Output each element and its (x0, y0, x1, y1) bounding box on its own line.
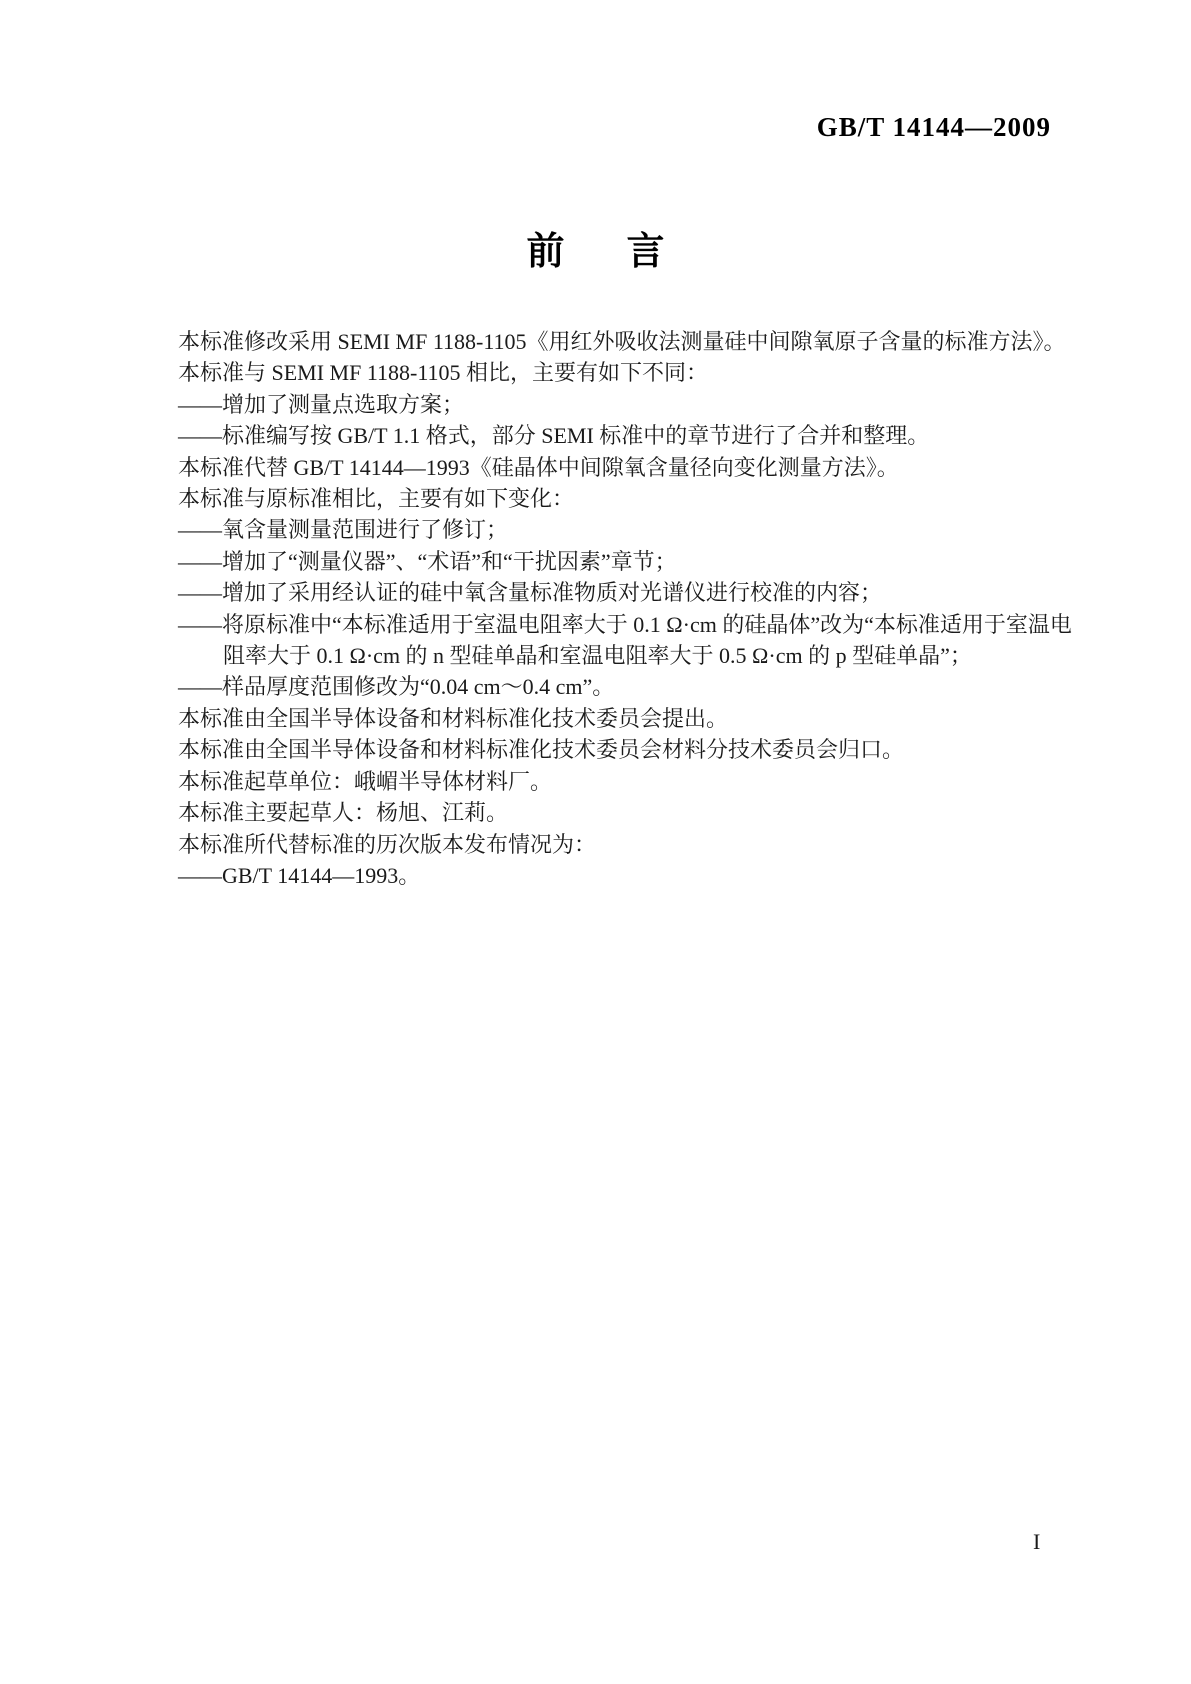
standard-code-header: GB/T 14144—2009 (816, 112, 1051, 142)
foreword-body (178, 326, 1072, 891)
page-title: 前 言 (526, 231, 677, 273)
foreword-line: 本标准修改采用 SEMI MF 1188-1105《用红外吸收法测量硅中间隙氧原子含量的标准方法》。 (178, 329, 1066, 354)
foreword-line: ——氧含量测量范围进行了修订； (178, 517, 509, 543)
foreword-line: ——GB/T 14144—1993。 (178, 862, 421, 888)
foreword-line: ——增加了采用经认证的硅中氧含量标准物质对光谱仪进行校准的内容； (178, 580, 883, 606)
foreword-line: 本标准代替 GB/T 14144—1993《硅晶体中间隙氧含量径向变化测量方法》。 (178, 454, 899, 480)
foreword-line: 本标准由全国半导体设备和材料标准化技术委员会提出。 (178, 705, 729, 731)
foreword-line: 本标准与原标准相比，主要有如下变化： (178, 486, 575, 512)
foreword-line: ——增加了“测量仪器”、“术语”和“干扰因素”章节； (178, 548, 677, 574)
foreword-line: 阻率大于 0.1 Ω·cm 的 n 型硅单晶和室温电阻率大于 0.5 Ω·cm 的 p 型硅单晶”； (223, 643, 972, 669)
foreword-line: 本标准主要起草人：杨旭、江莉。 (178, 800, 509, 826)
foreword-line: 本标准起草单位：峨嵋半导体材料厂。 (178, 768, 553, 794)
page-number: I (1033, 1529, 1041, 1554)
foreword-line: 本标准所代替标准的历次版本发布情况为： (178, 831, 597, 857)
foreword-line: ——标准编写按 GB/T 1.1 格式，部分 SEMI 标准中的章节进行了合并和整理。 (178, 423, 930, 449)
foreword-line: ——增加了测量点选取方案； (178, 391, 465, 417)
foreword-line: ——样品厚度范围修改为“0.04 cm～0.4 cm”。 (178, 674, 615, 700)
foreword-line: ——将原标准中“本标准适用于室温电阻率大于 0.1 Ω·cm 的硅晶体”改为“本标准适用于室温电 (178, 611, 1072, 637)
foreword-line: 本标准与 SEMI MF 1188-1105 相比，主要有如下不同： (178, 360, 709, 386)
foreword-line: 本标准由全国半导体设备和材料标准化技术委员会材料分技术委员会归口。 (178, 737, 905, 763)
